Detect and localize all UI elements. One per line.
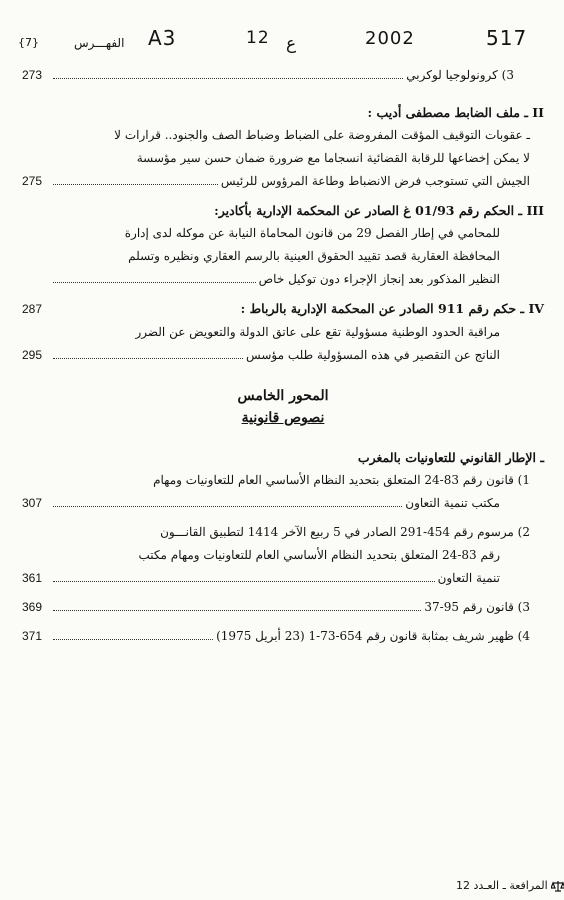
toc-entry <box>22 521 544 590</box>
toc-page-number: 371 <box>22 629 43 643</box>
toc-heading-text: III ـ الحكم رقم 01/93 غ الصادر عن المحكمة الإدارية بأكادير: <box>214 203 544 218</box>
toc-heading <box>22 101 544 124</box>
toc-entry-text: 1) قانون رقم 83-24 المتعلق بتحديد النظام الأساسي العام للتعاونيات ومهام <box>153 473 530 487</box>
toc-entry-text: الناتج عن التقصير في هذه المسؤولية طلب مؤسس <box>246 348 500 362</box>
dot-leader <box>53 282 256 283</box>
toc-entry-text: للمحامي في إطار الفصل 29 من قانون المحاماة النيابة عن موكله لدى إدارة <box>124 226 500 240</box>
toc-entry-text: 4) ظهير شريف بمثابة قانون رقم 654-73-1 (23 أبريل 1975) <box>216 629 530 643</box>
toc-entry-text: مكتب تنمية التعاون <box>405 496 500 510</box>
toc-entry <box>22 625 544 648</box>
spacer <box>53 312 238 313</box>
toc-line <box>22 268 544 291</box>
toc-line <box>22 544 544 567</box>
toc-entry-text: المحافظة العقارية قصد تقييد الحقوق العينية بالرسم العقاري ونظيره وتسلم <box>128 249 500 263</box>
table-of-contents <box>22 64 544 654</box>
toc-entry <box>22 101 544 193</box>
toc-entry <box>22 297 544 367</box>
toc-line <box>22 625 544 648</box>
toc-line <box>22 344 544 367</box>
toc-entry-text: النظير المذكور بعد إنجاز الإجراء دون توكيل خاص <box>258 272 500 286</box>
toc-entry-text: 2) مرسوم رقم 454-291 الصادر في 5 ربيع الآخر 1414 لتطبيق القانـــون <box>160 525 530 539</box>
handwritten-note: 12 <box>246 28 270 48</box>
toc-line <box>22 521 544 544</box>
toc-entry-text: 3) كرونولوجيا لوكربي <box>406 68 514 82</box>
toc-line <box>22 567 544 590</box>
dot-leader <box>53 78 403 79</box>
toc-line <box>22 245 544 268</box>
dot-leader <box>53 184 218 185</box>
toc-heading-text: II ـ ملف الضابط مصطفى أديب : <box>367 105 544 120</box>
dot-leader <box>53 639 213 640</box>
toc-heading <box>22 199 544 222</box>
dot-leader <box>53 581 435 582</box>
toc-entry-text: الجيش التي تستوجب فرض الانضباط وطاعة المرؤوس للرئيس <box>220 174 530 188</box>
page-footer <box>456 879 564 892</box>
toc-entry-text: 3) قانون رقم 95-37 <box>424 600 530 614</box>
toc-heading-text: IV ـ حكم رقم 911 الصادر عن المحكمة الإدارية بالرباط : <box>240 301 544 316</box>
toc-page-number: 275 <box>22 174 43 188</box>
footer-text: المرافعة ـ العـدد 12 <box>456 879 548 892</box>
toc-entry <box>22 596 544 619</box>
section-heading: ـ الإطار القانوني للتعاونيات بالمغرب <box>357 450 544 465</box>
toc-heading <box>22 297 544 321</box>
handwritten-note: ع <box>286 34 297 54</box>
toc-entry <box>22 199 544 291</box>
toc-page-number: 307 <box>22 496 43 510</box>
toc-entry-text: لا يمكن إخضاعها للرقابة القضائية انسجاما مع ضرورة ضمان حسن سير مؤسسة <box>136 151 530 165</box>
handwritten-note: A3 <box>148 26 177 50</box>
toc-line <box>22 596 544 619</box>
dot-leader <box>53 610 421 611</box>
toc-entry <box>22 64 544 87</box>
toc-line <box>22 222 544 245</box>
page-header <box>18 24 548 54</box>
toc-page-number: 287 <box>22 302 43 316</box>
scales-logo-icon <box>551 880 564 892</box>
part-title: المحور الخامس <box>237 388 329 404</box>
toc-line <box>22 147 544 170</box>
header-page-code: {7} <box>18 36 39 49</box>
toc-line <box>22 64 544 87</box>
toc-page-number: 295 <box>22 348 43 362</box>
toc-page-number: 273 <box>22 68 43 82</box>
toc-entry-text: ـ عقوبات التوقيف المؤقت المفروضة على الضباط وضباط الصف والجنود.. قرارات لا <box>114 128 530 142</box>
header-title: الفهـــرس <box>74 36 125 50</box>
handwritten-note: 517 <box>486 26 528 50</box>
toc-line <box>22 321 544 344</box>
toc-line <box>22 124 544 147</box>
handwritten-note: 2002 <box>365 28 415 49</box>
toc-page-number: 361 <box>22 571 43 585</box>
toc-entry-text: تنمية التعاون <box>437 571 500 585</box>
dot-leader <box>53 358 243 359</box>
toc-entry <box>22 469 544 515</box>
toc-entry-text: رقم 83-24 المتعلق بتحديد النظام الأساسي العام للتعاونيات ومهام مكتب <box>138 548 500 562</box>
toc-line <box>22 492 544 515</box>
toc-line <box>22 170 544 193</box>
toc-page-number: 369 <box>22 600 43 614</box>
toc-line <box>22 469 544 492</box>
toc-entry-text: مراقبة الحدود الوطنية مسؤولية تقع على عاتق الدولة والتعويض عن الضرر <box>135 325 500 339</box>
part-subtitle: نصوص قانونية <box>241 410 325 426</box>
dot-leader <box>53 506 402 507</box>
